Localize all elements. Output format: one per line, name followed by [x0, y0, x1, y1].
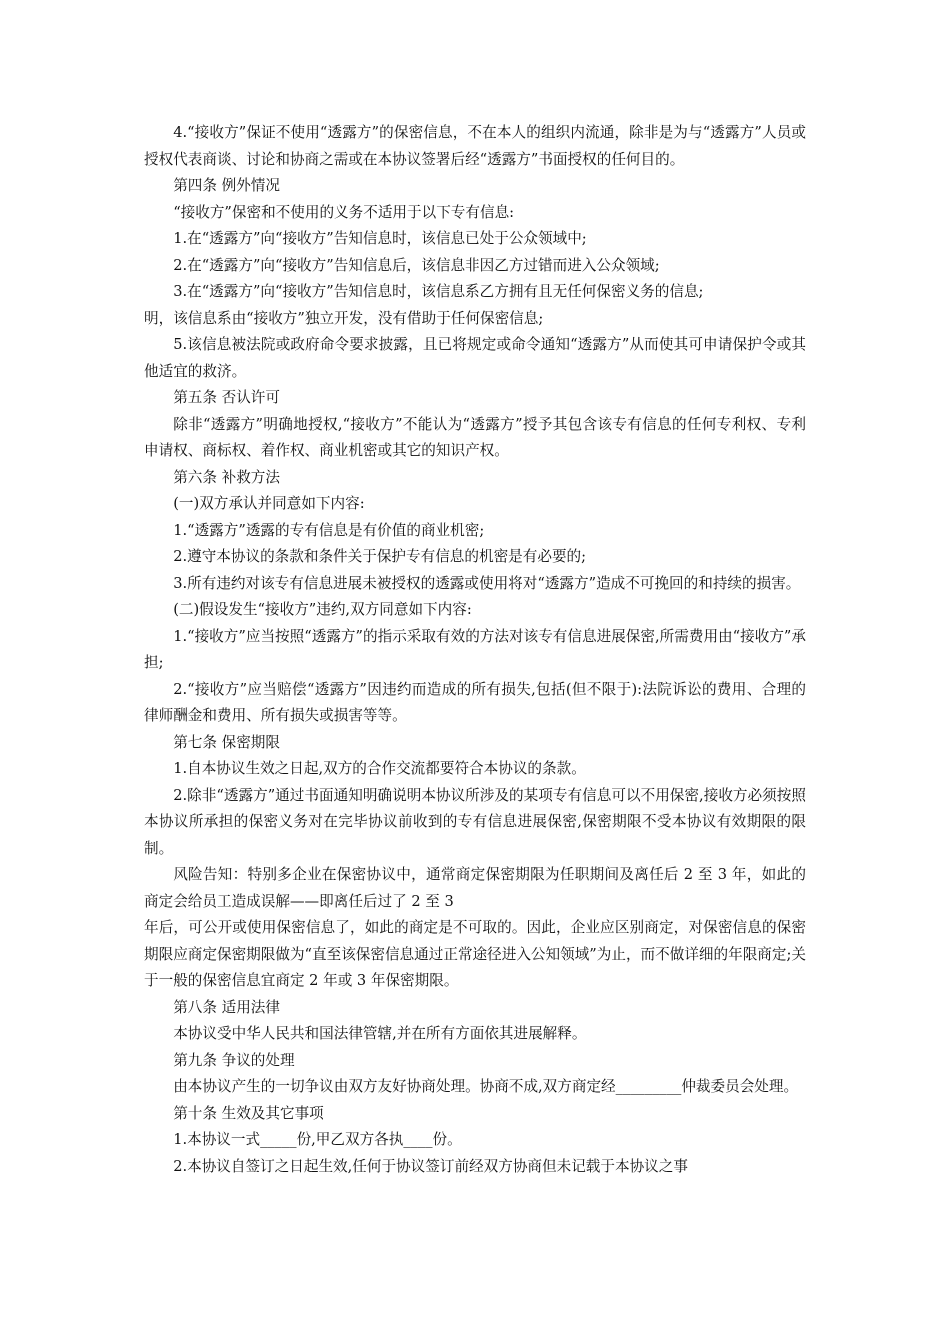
document-page [144, 120, 806, 1180]
paragraph: 除非“透露方”明确地授权,“接收方”不能认为“透露方”授予其包含该专有信息的任何专利权、专利申请权、商标权、着作权、商业机密或其它的知识产权。 [144, 415, 806, 459]
section-heading: 第五条 否认许可 [173, 389, 280, 406]
risk-notice: 风险告知：特别多企业在保密协议中，通常商定保密期限为任职期间及离任后 2 至 3 年，如此的商定会给员工造成误解——即离任后过了 2 至 3 [144, 866, 806, 910]
list-item: 2.在“透露方”向“接收方”告知信息后，该信息非因乙方过错而进入公众领域; [173, 256, 660, 274]
list-item: 2.本协议自签订之日起生效,任何于协议签订前经双方协商但未记载于本协议之事 [173, 1157, 688, 1175]
paragraph: (一)双方承认并同意如下内容: [173, 495, 365, 512]
section-heading: 第四条 例外情况 [173, 177, 280, 194]
list-item: 1.本协议一式_____份,甲乙双方各执____份。 [173, 1131, 462, 1148]
paragraph: 明，该信息系由“接收方”独立开发，没有借助于任何保密信息; [144, 309, 544, 327]
section-heading: 第七条 保密期限 [173, 733, 280, 751]
section-heading: 第九条 争议的处理 [173, 1051, 295, 1069]
section-heading: 第八条 适用法律 [173, 998, 280, 1016]
list-item: 2.“接收方”应当赔偿“透露方”因违约而造成的所有损失,包括(但不限于):法院诉讼的费用、合理的律师酬金和费用、所有损失或损害等等。 [144, 680, 806, 724]
list-item: 1.在“透露方”向“接收方”告知信息时，该信息已处于公众领域中; [173, 230, 587, 247]
paragraph: “接收方”保密和不使用的义务不适用于以下专有信息: [173, 203, 515, 221]
list-item: 2.除非“透露方”通过书面通知明确说明本协议所涉及的某项专有信息可以不用保密,接收方必须按照本协议所承担的保密义务对在完毕协议前收到的专有信息进展保密,保密期限不受本协议有效期限的限制。 [144, 786, 806, 857]
list-item: 3.在“透露方”向“接收方”告知信息时，该信息系乙方拥有且无任何保密义务的信息; [173, 283, 704, 300]
list-item: 1.自本协议生效之日起,双方的合作交流都要符合本协议的条款。 [173, 760, 586, 777]
paragraph: 本协议受中华人民共和国法律管辖,并在所有方面依其进展解释。 [173, 1025, 587, 1042]
paragraph: 年后，可公开或使用保密信息了，如此的商定是不可取的。因此，企业应区别商定，对保密信息的保密期限应商定保密期限做为“直至该保密信息通过正常途径进入公知领域”为止，而不做详细的年限商定;关于一般的保密信息宜商定 2 年或 3 年保密期限。 [144, 919, 806, 989]
list-item: 5.该信息被法院或政府命令要求披露，且已将规定或命令通知“透露方”从而使其可申请保护令或其他适宜的救济。 [144, 336, 806, 380]
paragraph: (二)假设发生“接收方”违约,双方同意如下内容: [173, 601, 472, 618]
list-item: 1.“接收方”应当按照“透露方”的指示采取有效的方法对该专有信息进展保密,所需费用由“接收方”承担; [144, 627, 806, 671]
paragraph: 由本协议产生的一切争议由双方友好协商处理。协商不成,双方商定经_________仲裁委员会处理。 [173, 1078, 799, 1095]
list-item: 2.遵守本协议的条款和条件关于保护专有信息的机密是有必要的; [173, 548, 587, 565]
paragraph: 4.“接收方”保证不使用“透露方”的保密信息，不在本人的组织内流通，除非是为与“透露方”人员或授权代表商谈、讨论和协商之需或在本协议签署后经“透露方”书面授权的任何目的。 [144, 124, 806, 168]
section-heading: 第十条 生效及其它事项 [173, 1104, 324, 1122]
section-heading: 第六条 补救方法 [173, 468, 280, 486]
list-item: 1.“透露方”透露的专有信息是有价值的商业机密; [173, 521, 485, 539]
list-item: 3.所有违约对该专有信息进展未被授权的透露或使用将对“透露方”造成不可挽回的和持续的损害。 [173, 574, 801, 592]
